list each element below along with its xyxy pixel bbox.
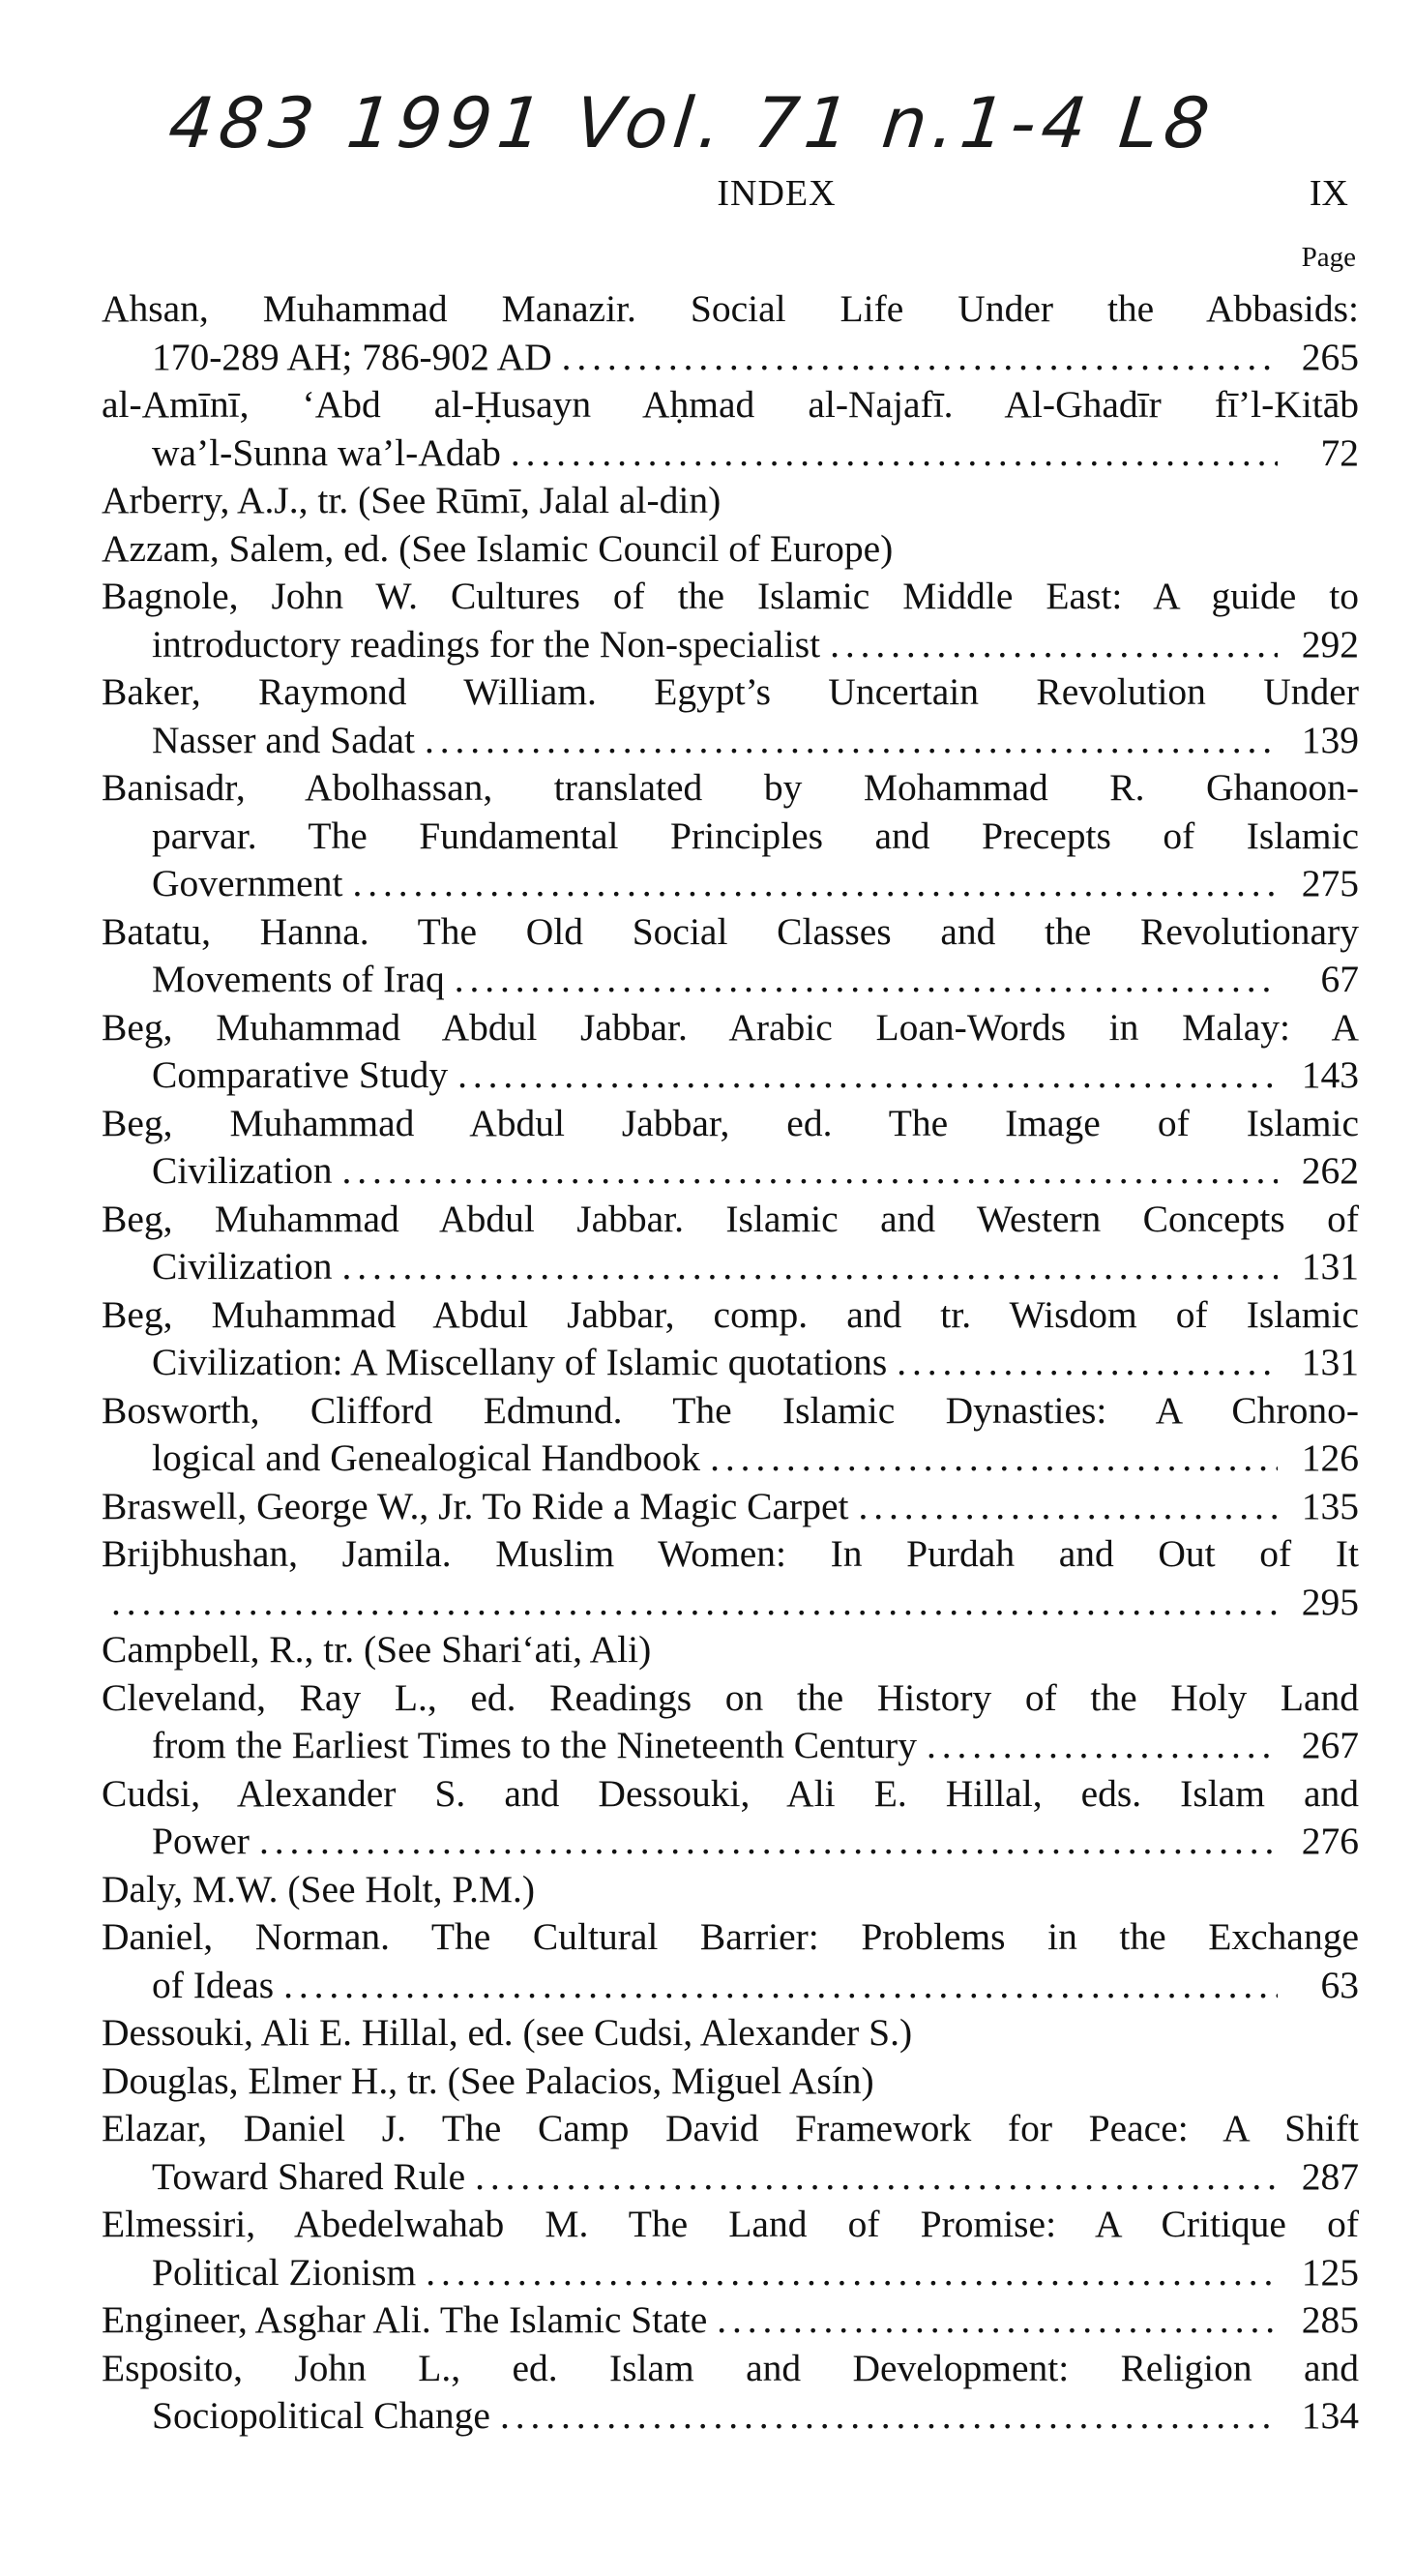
page-number: 131: [1301, 1341, 1359, 1383]
page-number: 134: [1301, 2394, 1359, 2437]
entry-last-line: [102, 1579, 1359, 1627]
dot-leader: [511, 429, 1278, 478]
index-entry: [102, 1100, 1359, 1196]
dot-leader: [562, 334, 1278, 382]
entry-last-line: [102, 1722, 1359, 1770]
entry-last-text: wa’l-Sunna wa’l-Adab: [152, 430, 501, 474]
page-number: 143: [1301, 1053, 1359, 1096]
entry-last-line: [102, 2249, 1359, 2297]
page-number: 131: [1301, 1245, 1359, 1288]
dot-leader: [426, 2249, 1278, 2297]
page-number: 276: [1301, 1820, 1359, 1862]
page-column-label: Page: [1301, 242, 1356, 273]
index-entry: [102, 764, 1359, 908]
index-entry: [102, 1291, 1359, 1387]
entry-text-line: Douglas, Elmer H., tr. (See Palacios, Miguel Asín): [102, 2058, 874, 2102]
index-entry: [102, 1626, 1359, 1674]
entry-text-line: parvar. The Fundamental Principles and Precepts of Islamic: [152, 814, 1359, 857]
entry-last-text: Movements of Iraq: [152, 958, 445, 1000]
entry-text-line: Campbell, R., tr. (See Shari‘ati, Ali): [102, 1628, 652, 1671]
entry-last-text: Civilization: [152, 1245, 333, 1288]
entry-last-text: 170-289 AH; 786-902 AD: [152, 335, 552, 378]
entry-last-line: [102, 621, 1359, 669]
entry-last-line: [102, 1435, 1359, 1483]
dot-leader: [111, 1579, 1278, 1627]
index-entry: [102, 2009, 1359, 2058]
page-number: 63: [1320, 1963, 1359, 2006]
entry-last-line: [102, 2296, 1359, 2345]
entry-last-text: Sociopolitical Change: [152, 2394, 490, 2437]
entry-last-text: Nasser and Sadat: [152, 718, 416, 761]
dot-leader: [475, 2153, 1278, 2202]
entry-last-text: Engineer, Asghar Ali. The Islamic State: [102, 2298, 708, 2341]
index-entry: [102, 2201, 1359, 2296]
entry-last-text: Government: [152, 862, 343, 904]
entry-text-line: Ahsan, Muhammad Manazir. Social Life Under the Abbasids:: [102, 287, 1359, 330]
entry-last-text: from the Earliest Times to the Nineteenth Century: [152, 1724, 917, 1766]
entry-last-line: [102, 717, 1359, 765]
entry-last-line: [102, 2153, 1359, 2202]
page-number: 135: [1301, 1484, 1359, 1527]
page-number: 126: [1301, 1436, 1359, 1479]
index-entry: [102, 525, 1359, 574]
index-entry: [102, 381, 1359, 477]
index-entry: [102, 1004, 1359, 1100]
entry-text-line: Bagnole, John W. Cultures of the Islamic Middle East: A guide to: [102, 575, 1359, 617]
page-numeral: IX: [1309, 173, 1348, 214]
index-entry: [102, 2105, 1359, 2201]
entry-text-line: Batatu, Hanna. The Old Social Classes and the Revolutionary: [102, 909, 1359, 953]
entry-last-text: Civilization: [152, 1149, 333, 1192]
dot-leader: [342, 1147, 1278, 1196]
entry-text-line: Elmessiri, Abedelwahab M. The Land of Promise: A Critique of: [102, 2203, 1359, 2245]
entry-last-line: [102, 1243, 1359, 1291]
dot-leader: [259, 1818, 1278, 1866]
entry-last-line: [102, 1051, 1359, 1100]
page-number: 285: [1301, 2298, 1359, 2341]
dot-leader: [897, 1339, 1278, 1387]
entry-last-text: Toward Shared Rule: [152, 2154, 466, 2198]
dot-leader: [500, 2392, 1278, 2441]
entry-text-line: Daniel, Norman. The Cultural Barrier: Problems in the Exchange: [102, 1915, 1359, 1958]
entry-text-line: Beg, Muhammad Abdul Jabbar. Arabic Loan-Words in Malay: A: [102, 1005, 1359, 1049]
entry-text-line: Beg, Muhammad Abdul Jabbar. Islamic and Western Concepts of: [102, 1197, 1359, 1240]
entry-text-line: al-Amīnī, ‘Abd al-Ḥusayn Aḥmad al-Najafī. Al-Ghadīr fī’l-Kitāb: [102, 383, 1359, 426]
dot-leader: [425, 717, 1278, 765]
entry-last-line: [102, 956, 1359, 1004]
page-title: INDEX: [717, 173, 837, 214]
index-entry: [102, 1196, 1359, 1291]
dot-leader: [710, 1435, 1278, 1483]
page-number: 295: [1301, 1580, 1359, 1623]
entry-last-text: Civilization: A Miscellany of Islamic quotations: [152, 1341, 888, 1383]
index-entry: [102, 1913, 1359, 2009]
dot-leader: [927, 1722, 1278, 1770]
index-entry: [102, 2296, 1359, 2345]
entry-last-line: [102, 1962, 1359, 2010]
entry-text-line: Azzam, Salem, ed. (See Islamic Council of Europe): [102, 526, 894, 570]
entry-last-line: [102, 860, 1359, 908]
page-number: 262: [1301, 1149, 1359, 1192]
index-entry: [102, 908, 1359, 1004]
entry-last-text: introductory readings for the Non-specialist: [152, 622, 821, 666]
entry-text-line: Arberry, A.J., tr. (See Rūmī, Jalal al-din): [102, 479, 722, 521]
entry-last-text: Power: [152, 1820, 250, 1862]
entry-text-line: Daly, M.W. (See Holt, P.M.): [102, 1867, 536, 1910]
entry-last-line: [102, 334, 1359, 382]
page-number: 265: [1301, 335, 1359, 378]
index-entry: [102, 2345, 1359, 2441]
entry-text-line: Brijbhushan, Jamila. Muslim Women: In Purdah and Out of It: [102, 1532, 1359, 1575]
page-number: 267: [1301, 1724, 1359, 1766]
dot-leader: [858, 1483, 1278, 1531]
entry-text-line: Baker, Raymond William. Egypt’s Uncertain Revolution Under: [102, 670, 1359, 713]
entry-text-line: Elazar, Daniel J. The Camp David Framework for Peace: A Shift: [102, 2107, 1359, 2149]
dot-leader: [717, 2296, 1278, 2345]
page-number: 275: [1301, 862, 1359, 904]
entry-last-line: [102, 1339, 1359, 1387]
dot-leader: [455, 956, 1278, 1004]
dot-leader: [283, 1962, 1278, 2010]
index-entry: [102, 1483, 1359, 1531]
entry-text-line: Banisadr, Abolhassan, translated by Mohammad R. Ghanoon-: [102, 766, 1359, 809]
index-entry: [102, 1770, 1359, 1866]
index-entry: [102, 2058, 1359, 2106]
index-entry: [102, 668, 1359, 764]
page-number: 292: [1301, 622, 1359, 666]
entry-last-text: logical and Genealogical Handbook: [152, 1436, 701, 1479]
entry-last-line: [102, 1818, 1359, 1866]
entry-text-line: Dessouki, Ali E. Hillal, ed. (see Cudsi, Alexander S.): [102, 2011, 913, 2054]
entry-last-line: [102, 429, 1359, 478]
page-number: 67: [1320, 958, 1359, 1000]
page-number: 125: [1301, 2250, 1359, 2294]
entry-text-line: Esposito, John L., ed. Islam and Development: Religion and: [102, 2346, 1359, 2389]
index-entry: [102, 1387, 1359, 1483]
dot-leader: [352, 860, 1278, 908]
entry-last-line: [102, 1147, 1359, 1196]
index-entry: [102, 477, 1359, 525]
entry-text-line: Cleveland, Ray L., ed. Readings on the History of the Holy Land: [102, 1675, 1359, 1719]
index-entries: [102, 285, 1359, 2441]
entry-text-line: Beg, Muhammad Abdul Jabbar, ed. The Image of Islamic: [102, 1101, 1359, 1144]
entry-text-line: Bosworth, Clifford Edmund. The Islamic Dynasties: A Chrono-: [102, 1388, 1359, 1432]
entry-text-line: Cudsi, Alexander S. and Dessouki, Ali E. Hillal, eds. Islam and: [102, 1771, 1359, 1815]
entry-last-line: [102, 2392, 1359, 2441]
handwritten-call-number: 483 1991 Vol. 71 n.1-4 L8: [164, 82, 1220, 163]
index-entry: [102, 573, 1359, 668]
entry-last-text: Comparative Study: [152, 1053, 449, 1096]
entry-last-text: of Ideas: [152, 1963, 275, 2006]
page-number: 72: [1320, 430, 1359, 474]
index-entry: [102, 1674, 1359, 1770]
entry-last-line: [102, 1483, 1359, 1531]
entry-last-text: Braswell, George W., Jr. To Ride a Magic Carpet: [102, 1484, 849, 1527]
entry-last-text: Political Zionism: [152, 2250, 417, 2294]
dot-leader: [457, 1051, 1278, 1100]
page-number: 139: [1301, 718, 1359, 761]
dot-leader: [342, 1243, 1278, 1291]
index-entry: [102, 285, 1359, 381]
index-entry: [102, 1530, 1359, 1626]
dot-leader: [830, 621, 1278, 669]
entry-text-line: Beg, Muhammad Abdul Jabbar, comp. and tr. Wisdom of Islamic: [102, 1292, 1359, 1336]
page-number: 287: [1301, 2154, 1359, 2198]
index-entry: [102, 1866, 1359, 1914]
